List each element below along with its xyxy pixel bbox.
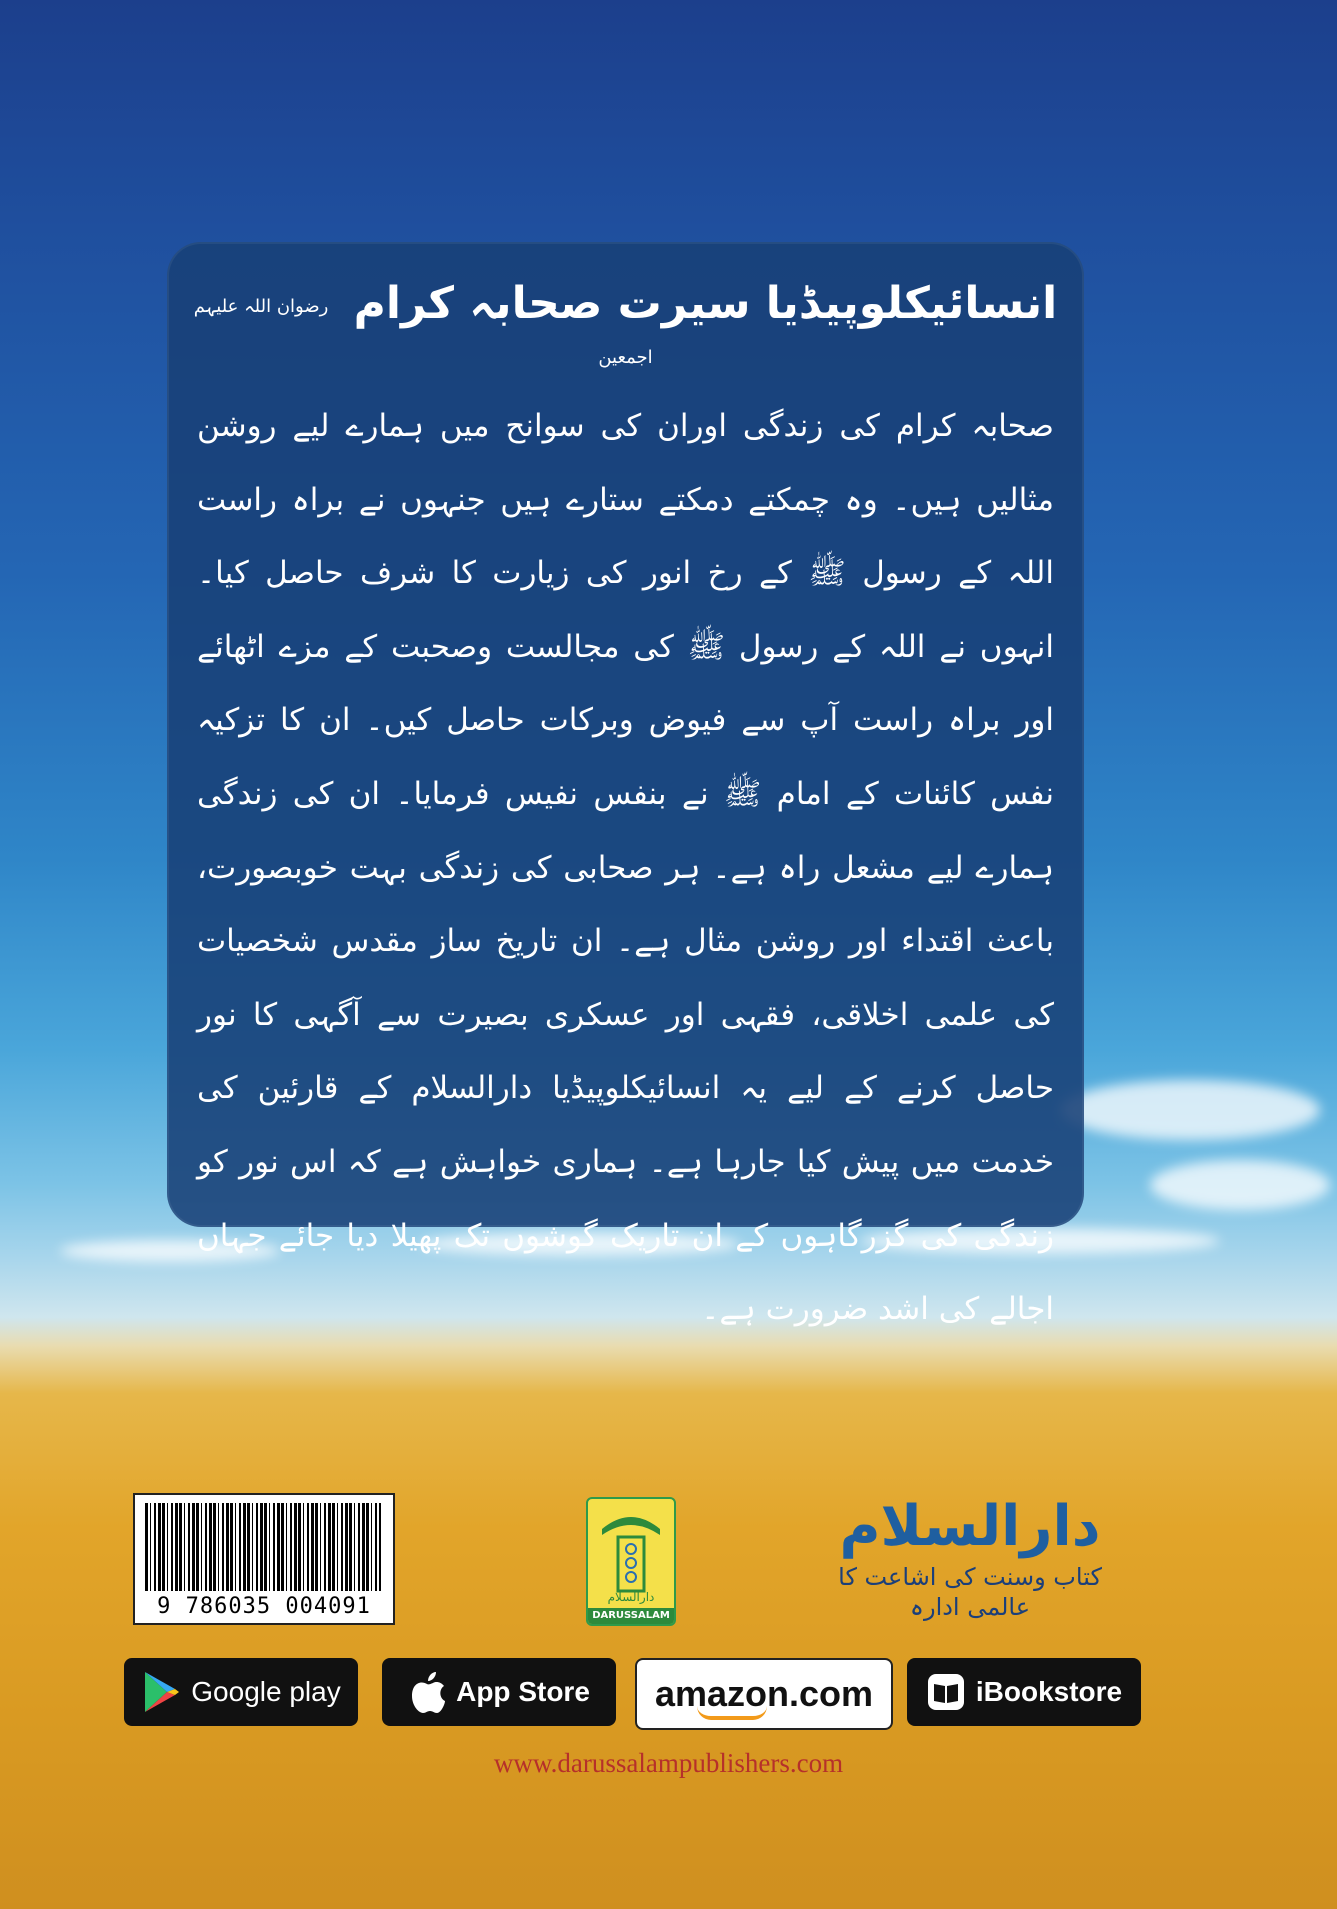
amazon-badge[interactable] [635,1658,893,1730]
emblem-caption: DARUSSALAM [588,1608,674,1624]
google-play-badge[interactable] [124,1658,358,1726]
amazon-smile-icon [697,1706,767,1720]
publisher-name: دارالسلام [839,1494,1101,1559]
book-title-text: انسائیکلوپیڈیا سیرت صحابہ کرام [353,278,1058,329]
ibookstore-badge[interactable] [907,1658,1141,1726]
amazon-label: amazon.com [654,1673,874,1714]
cloud [1060,1080,1320,1140]
publisher-logo [820,1492,1120,1621]
publisher-website[interactable]: www.darussalampublishers.com [493,1748,844,1778]
emblem-graphic [588,1499,674,1608]
app-store-label: App Store [456,1676,590,1707]
app-store-badge[interactable] [382,1658,616,1726]
google-play-icon [141,1670,181,1714]
cloud [1150,1160,1330,1210]
ibookstore-label: iBookstore [975,1676,1123,1707]
google-play-label: Google play [191,1676,341,1707]
apple-icon [408,1670,446,1714]
barcode-bars [145,1503,381,1591]
book-description: صحابہ کرام کی زندگی اوران کی سوانح میں ہمارے لیے روشن مثالیں ہیں۔ وہ چمکتے دمکتے ستارے ہیں جنہوں نے براہ راست اللہ کے رسول ﷺ کے رخ انور کی زیارت کا شرف حاصل کیا۔ انہوں نے اللہ کے رسول ﷺ کی مجالست وصحبت کے مزے اٹھائے اور براہ راست آپ سے فیوض وبرکات حاصل کیں۔ ان کا تزکیہ نفس کائنات کے امام ﷺ نے بنفس نفیس فرمایا۔ ان کی زندگی ہمارے لیے مشعل راہ ہے۔ ہر صحابی کی زندگی بہت خوبصورت، باعث اقتداء اور روشن مثال ہے۔ ان تاریخ ساز مقدس شخصیات کی علمی اخلاقی، فقہی اور عسکری بصیرت سے آگہی کا نور حاصل کرنے کے لیے یہ انسائیکلوپیڈیا دارالسلام کے قارئین کی خدمت میں پیش کیا جارہا ہے۔ ہماری خواہش ہے کہ اس نور کو زندگی کی گزرگاہوں کے ان تاریک گوشوں تک پھیلا دیا جائے جہاں اجالے کی اشد ضرورت ہے۔ [197,408,1054,1328]
darussalam-emblem-icon [586,1497,676,1626]
book-title [167,278,1084,380]
isbn-number: 9 786035 004091 [157,1594,371,1619]
honorific-text: رضوان اللہ علیہم اجمعین [193,295,653,368]
isbn-barcode [133,1493,395,1625]
publisher-tagline: کتاب وسنت کی اشاعت کا عالمی ادارہ [838,1563,1102,1621]
ibooks-icon [926,1672,966,1712]
emblem-arabic: دارالسلام [607,1590,655,1604]
description-panel [167,242,1084,1328]
